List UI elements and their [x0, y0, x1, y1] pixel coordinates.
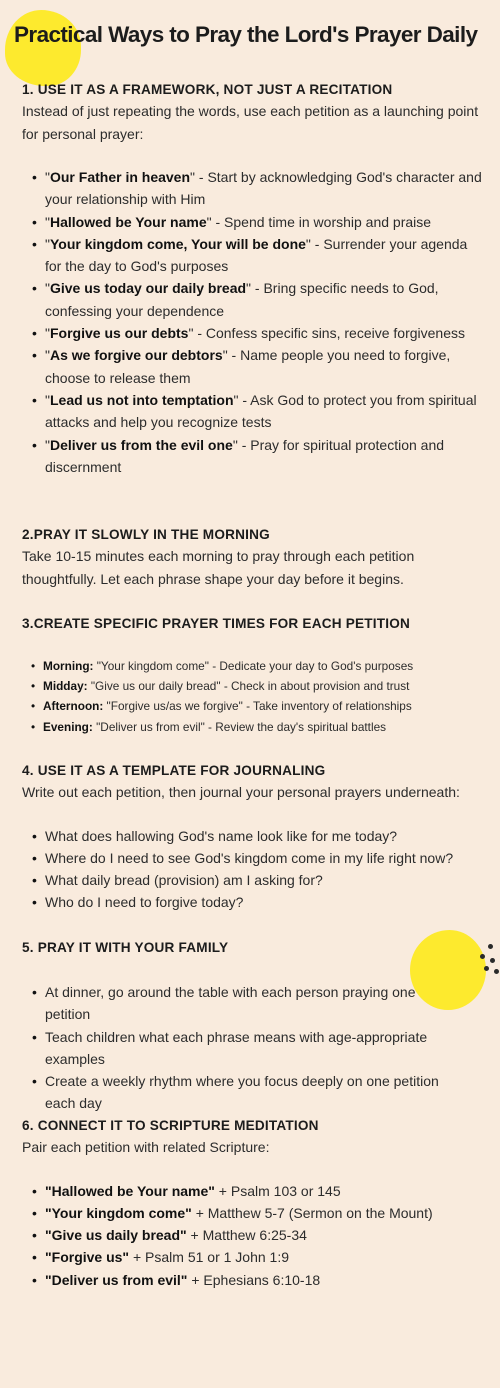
section-family [22, 938, 484, 1115]
list-item: • "Give us daily bread" + Matthew 6:25-34 [45, 1224, 484, 1246]
list-item: • Teach children what each phrase means with age-appropriate examples [45, 1026, 463, 1071]
family-list [22, 981, 463, 1115]
list-item: • What does hallowing God's name look like for me today? [45, 825, 484, 847]
list-item: • "Deliver us from evil" + Ephesians 6:10-18 [45, 1269, 484, 1291]
section-framework [22, 80, 484, 478]
section-heading: 1. USE IT AS A FRAMEWORK, NOT JUST A RECITATION [22, 82, 393, 97]
section-heading: 2.PRAY IT SLOWLY IN THE MORNING [22, 527, 270, 542]
list-item: • "Your kingdom come" + Matthew 5-7 (Sermon on the Mount) [45, 1202, 484, 1224]
list-item: • Who do I need to forgive today? [45, 891, 484, 913]
list-item: • Evening: "Deliver us from evil" - Review the day's spiritual battles [43, 717, 484, 737]
list-item: • "Your kingdom come, Your will be done" - Surrender your agenda for the day to God's purposes [45, 233, 484, 278]
list-item: • Create a weekly rhythm where you focus deeply on one petition each day [45, 1070, 463, 1115]
journaling-list [22, 825, 484, 914]
list-item: • At dinner, go around the table with each person praying one petition [45, 981, 463, 1026]
list-item: • "Lead us not into temptation" - Ask God to protect you from spiritual attacks and help you recognize tests [45, 389, 484, 434]
section-intro: Instead of just repeating the words, use each petition as a launching point for personal prayer: [22, 103, 479, 142]
section-intro: Take 10-15 minutes each morning to pray through each petition thoughtfully. Let each phrase shape your day before it begins. [22, 548, 415, 587]
section-prayer-times [22, 614, 484, 737]
section-morning [22, 525, 484, 590]
section-intro: Pair each petition with related Scripture: [22, 1139, 270, 1155]
list-item: • "Forgive us our debts" - Confess specific sins, receive forgiveness [45, 322, 484, 344]
list-item: • Where do I need to see God's kingdom come in my life right now? [45, 847, 484, 869]
list-item: • Afternoon: "Forgive us/as we forgive" - Take inventory of relationships [43, 696, 484, 716]
petition-list [22, 166, 484, 478]
section-intro: Write out each petition, then journal your personal prayers underneath: [22, 784, 460, 800]
list-item: • "Our Father in heaven" - Start by acknowledging God's character and your relationship with Him [45, 166, 484, 211]
list-item: • Midday: "Give us our daily bread" - Check in about provision and trust [43, 676, 484, 696]
scripture-list [22, 1180, 484, 1291]
section-heading: 6. CONNECT IT TO SCRIPTURE MEDITATION [22, 1118, 319, 1133]
list-item: • Morning: "Your kingdom come" - Dedicate your day to God's purposes [43, 656, 484, 676]
list-item: • "Hallowed be Your name" + Psalm 103 or 145 [45, 1180, 484, 1202]
section-heading: 4. USE IT AS A TEMPLATE FOR JOURNALING [22, 763, 326, 778]
prayer-times-list [22, 656, 484, 737]
list-item: • "Forgive us" + Psalm 51 or 1 John 1:9 [45, 1246, 484, 1268]
section-scripture [22, 1116, 484, 1291]
page-title: Practical Ways to Pray the Lord's Prayer Daily [14, 22, 478, 47]
list-item: • "Give us today our daily bread" - Bring specific needs to God, confessing your dependence [45, 277, 484, 322]
list-item: • What daily bread (provision) am I asking for? [45, 869, 484, 891]
section-heading: 3.CREATE SPECIFIC PRAYER TIMES FOR EACH PETITION [22, 616, 411, 631]
list-item: • "As we forgive our debtors" - Name people you need to forgive, choose to release them [45, 344, 484, 389]
section-heading: 5. PRAY IT WITH YOUR FAMILY [22, 940, 229, 955]
section-journaling [22, 761, 484, 914]
list-item: • "Hallowed be Your name" - Spend time in worship and praise [45, 211, 484, 233]
list-item: • "Deliver us from the evil one" - Pray for spiritual protection and discernment [45, 434, 484, 479]
